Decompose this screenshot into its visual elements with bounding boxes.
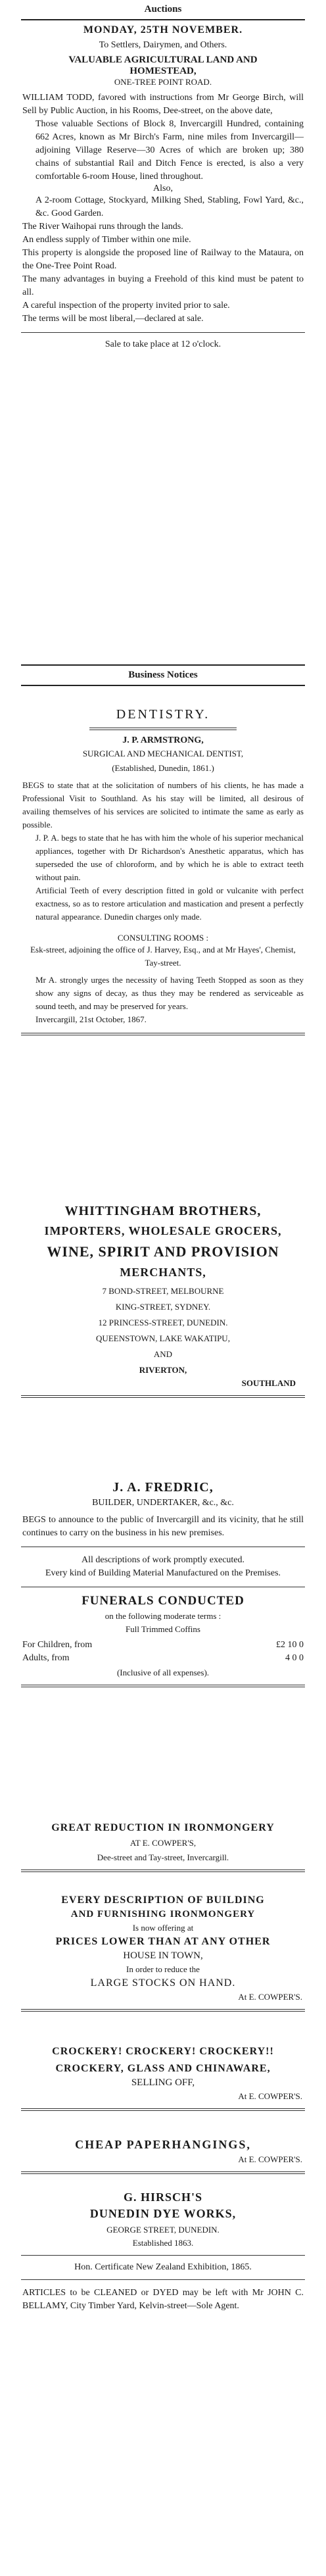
cowper2-l1: EVERY DESCRIPTION OF BUILDING xyxy=(61,1895,265,1906)
cowper4-l1: CHEAP PAPERHANGINGS, xyxy=(75,2138,251,2151)
consulting-rooms-title: CONSULTING ROOMS : xyxy=(117,933,209,943)
dentistry-end-rule xyxy=(21,1033,305,1035)
dentistry-ad xyxy=(11,707,315,1042)
whittingham-l11: SOUTHLAND xyxy=(241,1378,296,1388)
auction-sale-time: Sale to take place at 12 o'clock. xyxy=(105,339,221,349)
dentistry-title-rule xyxy=(89,728,237,730)
children-label: For Children, from xyxy=(22,1640,93,1650)
whittingham-l10: RIVERTON, xyxy=(139,1365,187,1375)
auction-p6: The terms will be most liberal,—declared at sale. xyxy=(22,314,204,324)
dentist-p2: J. P. A. begs to state that he has with him the whole of his superior mechanical appliances, together with Dr Richardson's Anesthetic apparatus, which has superseded the use of chloroform, and by which he is able to extract teeth without pain. xyxy=(35,833,304,882)
cowper2-l2: AND FURNISHING IRONMONGERY xyxy=(70,1909,256,1920)
dentistry-title: DENTISTRY. xyxy=(116,707,210,722)
business-notices-header xyxy=(11,664,315,686)
dentist-name: J. P. ARMSTRONG, xyxy=(122,735,204,745)
hirsch-divider xyxy=(21,2255,305,2256)
cowper3-l2: CROCKERY, GLASS AND CHINAWARE, xyxy=(55,2063,271,2074)
cowper2-l3: Is now offering at xyxy=(132,1923,194,1933)
whittingham-l6: KING-STREET, SYDNEY. xyxy=(115,1302,211,1312)
cowper-ironmongery-ad xyxy=(11,1895,315,2018)
whittingham-l5: 7 BOND-STREET, MELBOURNE xyxy=(102,1286,224,1296)
dentist-date: Invercargill, 21st October, 1867. xyxy=(35,1014,147,1024)
funerals-coffins: Full Trimmed Coffins xyxy=(126,1624,200,1634)
cowper1-l1: GREAT REDUCTION IN IRONMONGERY xyxy=(51,1822,275,1833)
auction-p1: The River Waihopai runs through the lands. xyxy=(22,222,183,232)
cowper4-end-rule xyxy=(21,2171,305,2174)
fredric-ad xyxy=(11,1480,315,1694)
auction-also: Also, xyxy=(153,184,173,193)
auction-p5: A careful inspection of the property invited prior to sale. xyxy=(22,301,230,310)
auctions-section xyxy=(11,0,315,350)
auction-p3: This property is alongside the proposed line of Railway to the Mataura, on the One-Tree Point Road. xyxy=(22,248,304,271)
notices-bottom-rule xyxy=(21,685,305,686)
dentist-role: SURGICAL AND MECHANICAL DENTIST, xyxy=(82,749,244,758)
consulting-rooms: Esk-street, adjoining the office of J. Harvey, Esq., and at Mr Hayes', Chemist, Tay-street. xyxy=(30,945,296,968)
fredric-p2: All descriptions of work promptly executed. xyxy=(81,1555,245,1565)
auctions-heading: Auctions xyxy=(144,4,182,14)
hirsch-ad xyxy=(11,2191,315,2313)
fredric-p1: BEGS to announce to the public of Invercargill and its vicinity, that he still continues to carry on the business in his new premises. xyxy=(22,1515,304,1538)
cowper1-l2: AT E. COWPER'S, xyxy=(129,1838,197,1848)
cowper3-l4: At E. COWPER'S. xyxy=(238,2091,302,2101)
notices-heading: Business Notices xyxy=(128,670,198,680)
dentist-p1: BEGS to state that at the solicitation of numbers of his clients, he has made a Professional Visit to Southland. As his stay will be limited, all desirous of availing themselves of his services are solicited to intimate the same as early as possible. xyxy=(22,780,304,830)
cowper2-l7: LARGE STOCKS ON HAND. xyxy=(90,1977,236,1989)
cowper-crockery-ad xyxy=(11,2046,315,2118)
cowper-reduction-ad xyxy=(11,1822,315,1879)
auction-divider xyxy=(21,332,305,333)
cowper4-l2: At E. COWPER'S. xyxy=(238,2154,302,2164)
dentist-p3: Artificial Teeth of every description fitted in gold or vulcanite with perfect exactness, so as to restore articulation and mastication and present a perfectly natural appearance. Dunedin charges only made. xyxy=(35,885,304,922)
funerals-title: FUNERALS CONDUCTED xyxy=(82,1594,244,1608)
whittingham-ad xyxy=(11,1204,315,1404)
whittingham-end-rule xyxy=(21,1395,305,1398)
hirsch-divider-2 xyxy=(21,2279,305,2280)
cowper2-l5: HOUSE IN TOWN, xyxy=(123,1950,203,1961)
auction-p4: The many advantages in buying a Freehold of this kind must be patent to all. xyxy=(22,274,304,297)
auction-intro: WILLIAM TODD, favored with instructions from Mr George Birch, will Sell by Public Auction, in his Rooms, Dee-street, on the above date, xyxy=(22,93,304,116)
cowper2-l8: At E. COWPER'S. xyxy=(238,1992,302,2002)
hirsch-l6: ARTICLES to be CLEANED or DYED may be left with Mr JOHN C. BELLAMY, City Timber Yard, Kelvin-street—Sole Agent. xyxy=(22,2288,304,2311)
cowper3-l3: SELLING OFF, xyxy=(131,2077,195,2088)
auction-lot-1: Those valuable Sections of Block 8, Invercargill Hundred, containing 662 Acres, known as Mr Birch's Farm, nine miles from Invercargill—adjoining Village Reserve—30 Acres of which are broken up; 380 chains of substantial Rail and Ditch Fence is erected, is also a very comfortable 6-room House, lined throughout. xyxy=(35,119,304,182)
dentist-p4: Mr A. strongly urges the necessity of having Teeth Stopped as soon as they show any signs of decay, as thus they may be rendered as serviceable as sound teeth, and may be preserved for years. xyxy=(35,975,304,1011)
auction-audience: To Settlers, Dairymen, and Others. xyxy=(99,40,227,50)
cowper-paperhangings-ad xyxy=(11,2138,315,2181)
whittingham-l1: WHITTINGHAM BROTHERS, xyxy=(64,1204,262,1218)
funerals-terms: on the following moderate terms : xyxy=(105,1611,221,1621)
whittingham-l4: MERCHANTS, xyxy=(120,1266,206,1279)
hirsch-l3: GEORGE STREET, DUNEDIN. xyxy=(106,2225,220,2235)
cowper2-end-rule xyxy=(21,2009,305,2012)
cowper2-l4: PRICES LOWER THAN AT ANY OTHER xyxy=(55,1936,271,1947)
auction-title-1: VALUABLE AGRICULTURAL LAND AND xyxy=(68,55,258,65)
cowper2-l6: In order to reduce the xyxy=(126,1964,200,1974)
children-price: £2 10 0 xyxy=(276,1640,304,1650)
hirsch-l4: Established 1863. xyxy=(132,2238,194,2248)
fredric-role: BUILDER, UNDERTAKER, &c., &c. xyxy=(92,1498,234,1508)
whittingham-l3: WINE, SPIRIT AND PROVISION xyxy=(47,1243,279,1260)
cowper3-l1: CROCKERY! CROCKERY! CROCKERY!! xyxy=(52,2046,274,2057)
cowper3-end-rule xyxy=(21,2108,305,2111)
fredric-name: J. A. FREDRIC, xyxy=(112,1480,214,1495)
whittingham-l8: QUEENSTOWN, LAKE WAKATIPU, xyxy=(96,1333,230,1343)
fredric-p3: Every kind of Building Material Manufactured on the Premises. xyxy=(45,1568,281,1578)
price-row-adults xyxy=(11,1652,315,1665)
hirsch-l1: G. HIRSCH'S xyxy=(123,2191,203,2204)
adults-label: Adults, from xyxy=(22,1653,70,1663)
funerals-inclusive: (Inclusive of all expenses). xyxy=(116,1668,210,1677)
price-row-children xyxy=(11,1639,315,1652)
hirsch-l5: Hon. Certificate New Zealand Exhibition, 1865. xyxy=(74,2262,252,2272)
auction-title-2: HOMESTEAD, xyxy=(129,66,197,76)
auction-p2: An endless supply of Timber within one mile. xyxy=(22,235,191,245)
auction-lot-2: A 2-room Cottage, Stockyard, Milking Shed, Stabling, Fowl Yard, &c., &c. Good Garden. xyxy=(35,195,304,218)
whittingham-l2: IMPORTERS, WHOLESALE GROCERS, xyxy=(44,1224,282,1237)
auctions-heading-rule xyxy=(21,19,305,20)
whittingham-l7: 12 PRINCESS-STREET, DUNEDIN. xyxy=(98,1318,228,1327)
whittingham-l9: AND xyxy=(153,1349,173,1359)
hirsch-l2: DUNEDIN DYE WORKS, xyxy=(89,2207,237,2220)
auction-date: MONDAY, 25TH NOVEMBER. xyxy=(83,24,243,36)
cowper1-end-rule xyxy=(21,1870,305,1872)
cowper1-l3: Dee-street and Tay-street, Invercargill. xyxy=(97,1852,229,1862)
fredric-end-rule xyxy=(21,1685,305,1687)
adults-price: 4 0 0 xyxy=(285,1653,304,1663)
dentist-established: (Established, Dunedin, 1861.) xyxy=(112,763,214,773)
auction-title-3: ONE-TREE POINT ROAD. xyxy=(114,77,212,87)
